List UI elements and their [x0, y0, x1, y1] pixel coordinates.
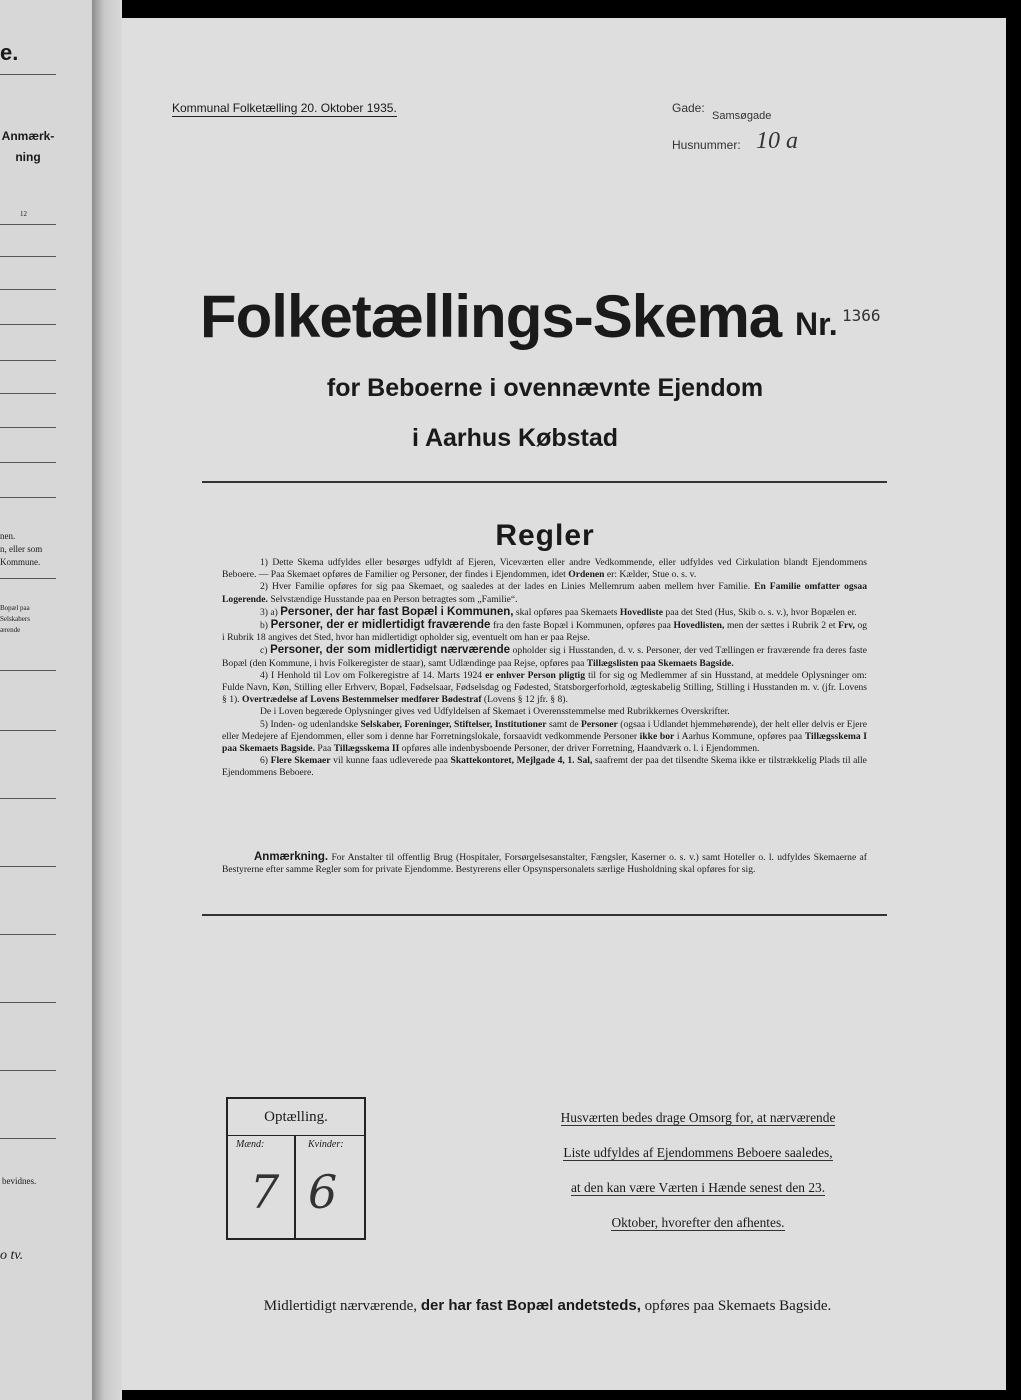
left-page-rule: [0, 324, 56, 325]
optaelling-title: Optælling.: [228, 1099, 364, 1136]
regler-heading: Regler: [495, 519, 595, 552]
nr-value: 1366: [842, 306, 881, 325]
left-page-rule: [0, 224, 56, 225]
left-page-letter: e.: [0, 40, 19, 65]
left-page-fragment-text: Bopæl paa Selskabers ærende: [0, 604, 30, 634]
notice-line-2: Liste udfyldes af Ejendommens Beboere saaledes,: [563, 1145, 833, 1160]
left-page-rule: [0, 360, 56, 361]
left-page-fragment-text: bevidnes.: [2, 1176, 37, 1186]
left-page-fragment-text: nen. n, eller som Kommune.: [0, 531, 43, 567]
notice-line-1: Husværten bedes drage Omsorg for, at nærværende: [560, 1110, 836, 1125]
gade-label: Gade:: [672, 101, 705, 115]
anmaerkning-label: Anmærkning.: [254, 851, 329, 863]
divider-bottom: [202, 914, 887, 916]
husvaert-notice: [528, 1100, 868, 1240]
kvinder-label: Kvinder:: [308, 1139, 344, 1150]
left-page-rule: [0, 1070, 56, 1071]
kvinder-value: 6: [308, 1165, 338, 1219]
divider-top: [202, 481, 887, 483]
notice-line-4: Oktober, hvorefter den afhentes.: [611, 1215, 785, 1230]
form-title: Folketællings-Skema: [200, 283, 782, 350]
left-page-col-number: 12: [20, 210, 27, 218]
left-page-rule: [0, 670, 56, 671]
left-page-rule: [0, 497, 56, 498]
left-page-rule: [0, 462, 56, 463]
left-page-rule: [0, 289, 56, 290]
rule-3b: b) Personer, der er midlertidigt fraværende fra den faste Bopæl i Kommunen, opføres paa Hovedlisten, men der sættes i Rubrik 2 et Frv, og i Rubrik 18 angives det Sted, hvor han midlertidigt opholder sig, eventuelt om han er paa Rejse.: [222, 619, 868, 644]
left-page-rule: [0, 1138, 56, 1139]
nr-label: Nr.: [795, 306, 838, 342]
left-page-rule: [0, 798, 56, 799]
maend-label: Mænd:: [236, 1139, 265, 1150]
left-page-rule: [0, 256, 56, 257]
left-page-rule: [0, 393, 56, 394]
anmaerkning-text: For Anstalter til offentlig Brug (Hospitaler, Forsørgelsesanstalter, Fængsler, Kaserner o. s. v.) samt Hoteller o. l. udfyldes Skemaerne af Bestyrerne efter samme Regler som for private Ejendomme. Bestyrerens eller Opsynspersonalets særlige Husholdning skal opføres for sig.: [222, 852, 867, 876]
rule-4: 4) I Henhold til Lov om Folkeregistre af 14. Marts 1924 er enhver Person pligtig til for sig og Medlemmer af sin Husstand, at meddele Oplysninger om: Fulde Navn, Køn, Stilling eller Erhverv, Bopæl, Fødselsaar, Fødselsdag og Fødested, Statsborgerforhold, ægteskabelig Stilling, Stilling i Husstanden m. v. (jfr. Lovens § 1). Overtrædelse af Lovens Bestemmelser medfører Bødestraf (Lovens § 12 jfr. § 8).: [222, 669, 867, 706]
left-page-rule: [0, 934, 56, 935]
page-gutter: [92, 0, 122, 1400]
rule-1: 1) Dette Skema udfyldes eller besørges udfyldt af Ejeren, Viceværten eller andre Vedkommende, eller udfyldes ved Cirkulation blandt Ejendommens Beboere. — Paa Skemaet opføres de Familier og Personer, der findes i Ejendommen, idet Ordenen er: Kælder, Stue o. s. v.: [222, 557, 867, 581]
rule-3c: c) Personer, der som midlertidigt nærværende opholder sig i Husstanden, d. v. s. Personer, der ved Tællingen er fraværende fra deres faste Bopæl (den Kommune, i hvis Folkeregister de staar), samt Udlændinge paa Rejse, opføres paa Tillægslisten paa Skemaets Bagside.: [222, 644, 867, 669]
optaelling-divider: [294, 1135, 296, 1238]
left-page-rule: [0, 1002, 56, 1003]
rules-text: [222, 557, 867, 780]
census-header: Kommunal Folketælling 20. Oktober 1935.: [172, 101, 397, 115]
rule-5: 5) Inden- og udenlandske Selskaber, Foreninger, Stiftelser, Institutioner samt de Personer (ogsaa i Udlandet hjemmehørende), der helt eller delvis er Ejere eller Medejere af Ejendommen, eller som i denne har Forretningslokale, forsaavidt vedkommende Personer ikke bor i Aarhus Kommune, opføres paa Tillægsskema I paa Skemaets Bagside. Paa Tillægsskema II opføres alle indenbysboende Personer, der driver Forretning, Haandværk o. l. i Ejendommen.: [222, 718, 867, 755]
left-page-rule: [0, 730, 56, 731]
rule-6: 6) Flere Skemaer vil kunne faas udleverede paa Skattekontoret, Mejlgade 4, 1. Sal, saafremt der paa det tilsendte Skema ikke er tilstrækkelig Plads til alle Ejendommens Beboere.: [222, 755, 867, 779]
bottom-instruction: [205, 1297, 890, 1315]
rule-2: 2) Hver Familie opføres for sig paa Skemaet, og saaledes at der lades en Linies Mellemrum aaben mellem hver Familie. En Familie omfatter ogsaa Logerende. Selvstændige Husstande paa en Person betragtes som „Familie“.: [222, 581, 867, 605]
husnummer-value: 10 a: [756, 128, 798, 154]
left-page-rule: [0, 427, 56, 428]
subtitle-beboerne: for Beboerne i ovennævnte Ejendom: [326, 374, 764, 402]
left-page-rule: [0, 74, 56, 75]
anmaerkning: [222, 851, 867, 876]
optaelling-box: [226, 1097, 366, 1240]
gade-value: Samsøgade: [712, 110, 772, 122]
notice-line-3: at den kan være Værten i Hænde senest den 23.: [570, 1180, 826, 1195]
left-page-rule: [0, 578, 56, 579]
maend-value: 7: [250, 1165, 280, 1219]
husnummer-label: Husnummer:: [672, 138, 741, 152]
bottom-post: opføres paa Skemaets Bagside.: [644, 1298, 832, 1314]
rule-3a: 3) a) Personer, der har fast Bopæl i Kommunen, skal opføres paa Skemaets Hovedliste paa det Sted (Hus, Skib o. s. v.), hvor Bopælen er.: [260, 605, 857, 618]
bottom-bold: der har fast Bopæl andetsteds,: [420, 1297, 641, 1314]
left-page-col-header: Anmærk- ning: [1, 129, 55, 164]
rule-4-note: De i Loven begærede Oplysninger gives ved Udfyldelsen af Skemaet i Overensstemmelse med Rubrikkernes Overskrifter.: [260, 706, 730, 718]
left-page-rule: [0, 866, 56, 867]
subtitle-aarhus: i Aarhus Købstad: [412, 424, 619, 452]
left-page-signature: o tv.: [0, 1248, 24, 1263]
left-page-fragment: [0, 0, 92, 1400]
bottom-pre: Midlertidigt nærværende,: [263, 1298, 418, 1314]
